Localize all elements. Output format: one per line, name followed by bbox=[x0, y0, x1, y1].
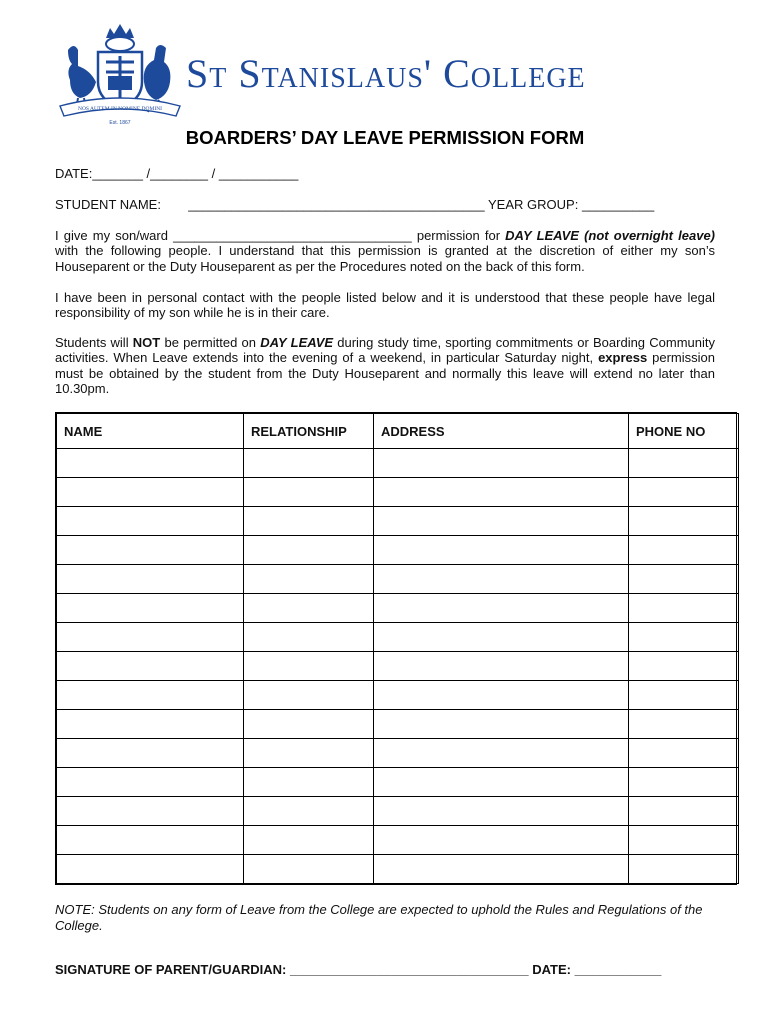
name-cell[interactable] bbox=[57, 507, 244, 536]
relationship-cell[interactable] bbox=[244, 623, 374, 652]
signature-date-label: DATE: bbox=[532, 962, 571, 977]
address-cell[interactable] bbox=[374, 507, 629, 536]
relationship-cell[interactable] bbox=[244, 652, 374, 681]
signature-field[interactable]: _________________________________ bbox=[289, 962, 529, 977]
relationship-cell[interactable] bbox=[244, 826, 374, 855]
name-cell[interactable] bbox=[57, 652, 244, 681]
year-group-label: YEAR GROUP: bbox=[488, 197, 579, 212]
leave-note: NOTE: Students on any form of Leave from the College are expected to uphold the Rules and Regulations of the College. bbox=[55, 902, 703, 933]
phone-cell[interactable] bbox=[629, 855, 739, 884]
phone-cell[interactable] bbox=[629, 652, 739, 681]
signature-row bbox=[55, 962, 661, 977]
table-row bbox=[57, 623, 739, 652]
table-row bbox=[57, 507, 739, 536]
relationship-cell[interactable] bbox=[244, 739, 374, 768]
phone-cell[interactable] bbox=[629, 797, 739, 826]
table-row bbox=[57, 594, 739, 623]
phone-cell[interactable] bbox=[629, 449, 739, 478]
name-cell[interactable] bbox=[57, 826, 244, 855]
student-name-row bbox=[55, 197, 654, 212]
address-cell[interactable] bbox=[374, 681, 629, 710]
column-header-address: ADDRESS bbox=[374, 414, 629, 449]
table-row bbox=[57, 797, 739, 826]
table-row bbox=[57, 478, 739, 507]
relationship-cell[interactable] bbox=[244, 594, 374, 623]
responsibility-paragraph: I have been in personal contact with the people listed below and it is understood that these people have legal responsibility of my son while he is in their care. bbox=[55, 290, 715, 321]
contacts-table bbox=[55, 412, 737, 885]
phone-cell[interactable] bbox=[629, 478, 739, 507]
table-header-row bbox=[57, 414, 739, 449]
address-cell[interactable] bbox=[374, 826, 629, 855]
phone-cell[interactable] bbox=[629, 623, 739, 652]
name-cell[interactable] bbox=[57, 681, 244, 710]
relationship-cell[interactable] bbox=[244, 768, 374, 797]
relationship-cell[interactable] bbox=[244, 855, 374, 884]
college-name: St Stanislaus' College bbox=[186, 51, 586, 96]
table-row bbox=[57, 768, 739, 797]
table-row bbox=[57, 449, 739, 478]
name-cell[interactable] bbox=[57, 594, 244, 623]
column-header-relationship: RELATIONSHIP bbox=[244, 414, 374, 449]
phone-cell[interactable] bbox=[629, 826, 739, 855]
address-cell[interactable] bbox=[374, 855, 629, 884]
column-header-phone: PHONE NO bbox=[629, 414, 739, 449]
phone-cell[interactable] bbox=[629, 594, 739, 623]
restrictions-paragraph: Students will NOT be permitted on DAY LEAVE during study time, sporting commitments or Boarding Community activities. When Leave extends into the evening of a weekend, in particular Saturday night, express permission must be obtained by the student from the Duty Houseparent and normally this leave will extend no later than 10.30pm. bbox=[55, 335, 715, 396]
form-title: BOARDERS’ DAY LEAVE PERMISSION FORM bbox=[185, 127, 585, 148]
phone-cell[interactable] bbox=[629, 739, 739, 768]
name-cell[interactable] bbox=[57, 768, 244, 797]
address-cell[interactable] bbox=[374, 710, 629, 739]
name-cell[interactable] bbox=[57, 536, 244, 565]
name-cell[interactable] bbox=[57, 449, 244, 478]
address-cell[interactable] bbox=[374, 797, 629, 826]
address-cell[interactable] bbox=[374, 623, 629, 652]
relationship-cell[interactable] bbox=[244, 681, 374, 710]
table-row bbox=[57, 565, 739, 594]
name-cell[interactable] bbox=[57, 565, 244, 594]
name-cell[interactable] bbox=[57, 478, 244, 507]
relationship-cell[interactable] bbox=[244, 449, 374, 478]
phone-cell[interactable] bbox=[629, 768, 739, 797]
relationship-cell[interactable] bbox=[244, 565, 374, 594]
signature-label: SIGNATURE OF PARENT/GUARDIAN: bbox=[55, 962, 287, 977]
phone-cell[interactable] bbox=[629, 507, 739, 536]
year-group-field[interactable]: __________ bbox=[581, 197, 655, 212]
signature-date-field[interactable]: ____________ bbox=[574, 962, 662, 977]
address-cell[interactable] bbox=[374, 449, 629, 478]
phone-cell[interactable] bbox=[629, 536, 739, 565]
address-cell[interactable] bbox=[374, 565, 629, 594]
relationship-cell[interactable] bbox=[244, 797, 374, 826]
college-crest-logo bbox=[56, 20, 184, 128]
name-cell[interactable] bbox=[57, 739, 244, 768]
column-header-name: NAME bbox=[57, 414, 244, 449]
name-cell[interactable] bbox=[57, 623, 244, 652]
table-row bbox=[57, 652, 739, 681]
phone-cell[interactable] bbox=[629, 565, 739, 594]
name-cell[interactable] bbox=[57, 797, 244, 826]
phone-cell[interactable] bbox=[629, 710, 739, 739]
address-cell[interactable] bbox=[374, 652, 629, 681]
relationship-cell[interactable] bbox=[244, 507, 374, 536]
name-cell[interactable] bbox=[57, 710, 244, 739]
table-row bbox=[57, 536, 739, 565]
address-cell[interactable] bbox=[374, 739, 629, 768]
table-row bbox=[57, 739, 739, 768]
relationship-cell[interactable] bbox=[244, 536, 374, 565]
table-row bbox=[57, 710, 739, 739]
address-cell[interactable] bbox=[374, 478, 629, 507]
table-row bbox=[57, 826, 739, 855]
crest-established: Est. 1867 bbox=[109, 120, 131, 126]
address-cell[interactable] bbox=[374, 536, 629, 565]
relationship-cell[interactable] bbox=[244, 478, 374, 507]
name-cell[interactable] bbox=[57, 855, 244, 884]
crest-motto: NOS AUTEM IN NOMINE DOMINI bbox=[77, 106, 163, 112]
date-field-line[interactable]: DATE:_______ /________ / ___________ bbox=[55, 166, 299, 181]
phone-cell[interactable] bbox=[629, 681, 739, 710]
address-cell[interactable] bbox=[374, 768, 629, 797]
address-cell[interactable] bbox=[374, 594, 629, 623]
permission-paragraph: I give my son/ward _________________________________ permission for DAY LEAVE (not overnight leave) with the following people. I understand that this permission is granted at the discretion of either my son’s Houseparent or the Duty Houseparent as per the Procedures noted on the back of this form. bbox=[55, 228, 715, 274]
student-name-label: STUDENT NAME: bbox=[55, 197, 161, 212]
relationship-cell[interactable] bbox=[244, 710, 374, 739]
table-row bbox=[57, 855, 739, 884]
table-row bbox=[57, 681, 739, 710]
student-name-field[interactable]: _________________________________________ bbox=[188, 197, 485, 212]
